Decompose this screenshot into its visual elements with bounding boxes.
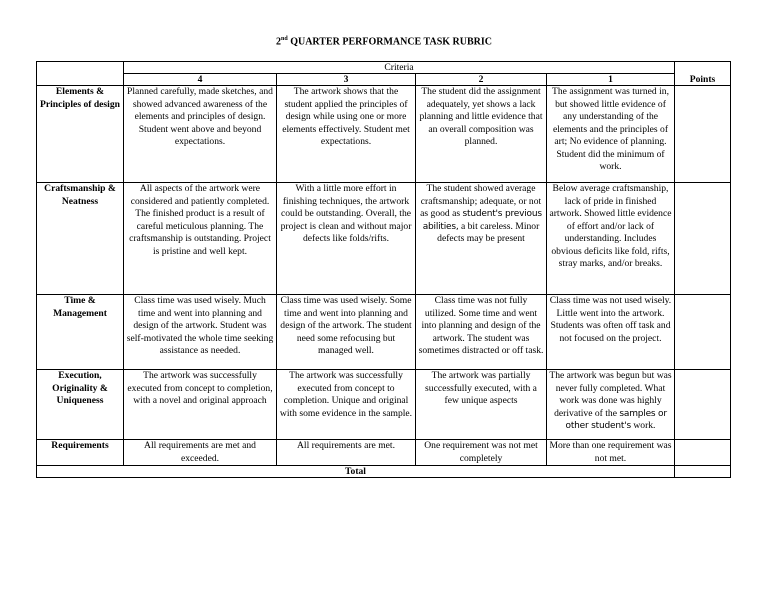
score-2-header: 2: [416, 74, 547, 86]
points-cell[interactable]: [675, 295, 731, 370]
label-header-cell: [37, 74, 124, 86]
score-1-text-c: work.: [633, 420, 656, 431]
points-header: Points: [675, 74, 731, 86]
score-3-cell: The artwork shows that the student applied the principles of design while using one or more elements effectively. Student met expectations.: [277, 86, 416, 183]
score-2-cell: One requirement was not met completely: [416, 440, 547, 466]
row-label: Execution, Originality & Uniqueness: [37, 370, 124, 440]
score-1-header: 1: [547, 74, 675, 86]
score-1-text-a: The artwork was begun but was never fully completed. What work was done was highly derivative of the: [549, 370, 672, 419]
score-4-cell: All aspects of the artwork were considered and patiently completed. The finished product is a result of careful meticulous planning. The craftsmanship is outstanding. Project is pristine and well kept.: [124, 183, 277, 295]
points-cell[interactable]: [675, 440, 731, 466]
score-3-header: 3: [277, 74, 416, 86]
score-2-text-a: The student showed average craftsmanship; adequate, or not as good as: [420, 183, 542, 219]
score-1-cell: [547, 370, 675, 440]
score-2-text-b: student's previous abilities,: [422, 209, 542, 232]
row-label: Requirements: [37, 440, 124, 466]
rubric-row-requirements: [37, 440, 731, 466]
criteria-header-row: [37, 62, 731, 74]
criteria-header: Criteria: [124, 62, 675, 74]
corner-cell: [37, 62, 124, 74]
rubric-row-craftsmanship: [37, 183, 731, 295]
total-row: [37, 466, 731, 478]
points-cell[interactable]: [675, 183, 731, 295]
score-2-cell: The student did the assignment adequately, yet shows a lack planning and little evidence that an overall composition was planned.: [416, 86, 547, 183]
score-3-cell: With a little more effort in finishing techniques, the artwork could be outstanding. Overall, the project is clean and without major defects like folds/rifts.: [277, 183, 416, 295]
rubric-table: [36, 61, 731, 478]
title-text: QUARTER PERFORMANCE TASK RUBRIC: [287, 36, 492, 48]
points-spacer-cell: [675, 62, 731, 74]
row-label: Craftsmanship & Neatness: [37, 183, 124, 295]
total-label: Total: [37, 466, 675, 478]
score-1-cell: Class time was not used wisely. Little went into the artwork. Students was often off task and not focused on the project.: [547, 295, 675, 370]
score-1-cell: The assignment was turned in, but showed little evidence of any understanding of the elements and the principles of art; No evidence of planning. Student did the minimum of work.: [547, 86, 675, 183]
page-title: [0, 36, 768, 47]
rubric-row-execution: [37, 370, 731, 440]
rubric-row-time: [37, 295, 731, 370]
score-4-cell: All requirements are met and exceeded.: [124, 440, 277, 466]
score-4-cell: Planned carefully, made sketches, and showed advanced awareness of the elements and principles of design. Student went above and beyond expectations.: [124, 86, 277, 183]
score-2-cell: Class time was not fully utilized. Some time and went into planning and design of the artwork. The student was sometimes distracted or off task.: [416, 295, 547, 370]
score-3-cell: All requirements are met.: [277, 440, 416, 466]
score-1-cell: Below average craftsmanship, lack of pride in finished artwork. Showed little evidence of effort and/or lack of understanding. Includes obvious deficits like fold, rifts, stray marks, and/or breaks.: [547, 183, 675, 295]
points-cell[interactable]: [675, 370, 731, 440]
score-1-cell: More than one requirement was not met.: [547, 440, 675, 466]
total-points-cell[interactable]: [675, 466, 731, 478]
score-2-cell: The artwork was partially successfully executed, with a few unique aspects: [416, 370, 547, 440]
rubric-row-elements: [37, 86, 731, 183]
score-header-row: [37, 74, 731, 86]
score-4-cell: The artwork was successfully executed from concept to completion, with a novel and original approach: [124, 370, 277, 440]
score-2-text-c: a bit careless. Minor defects may be present: [437, 220, 540, 244]
score-4-header: 4: [124, 74, 277, 86]
score-3-cell: The artwork was successfully executed from concept to completion. Unique and original with some evidence in the sample.: [277, 370, 416, 440]
points-cell[interactable]: [675, 86, 731, 183]
score-2-cell: [416, 183, 547, 295]
score-1-text-b: samples or other student's: [565, 408, 667, 431]
title-prefix: 2: [276, 36, 281, 48]
score-3-cell: Class time was used wisely. Some time and went into planning and design of the artwork. The student need some refocusing but managed well.: [277, 295, 416, 370]
row-label: Time & Management: [37, 295, 124, 370]
title-superscript: nd: [281, 36, 288, 42]
row-label: Elements & Principles of design: [37, 86, 124, 183]
score-4-cell: Class time was used wisely. Much time and went into planning and design of the artwork. Student was self-motivated the whole time seeking assistance as needed.: [124, 295, 277, 370]
